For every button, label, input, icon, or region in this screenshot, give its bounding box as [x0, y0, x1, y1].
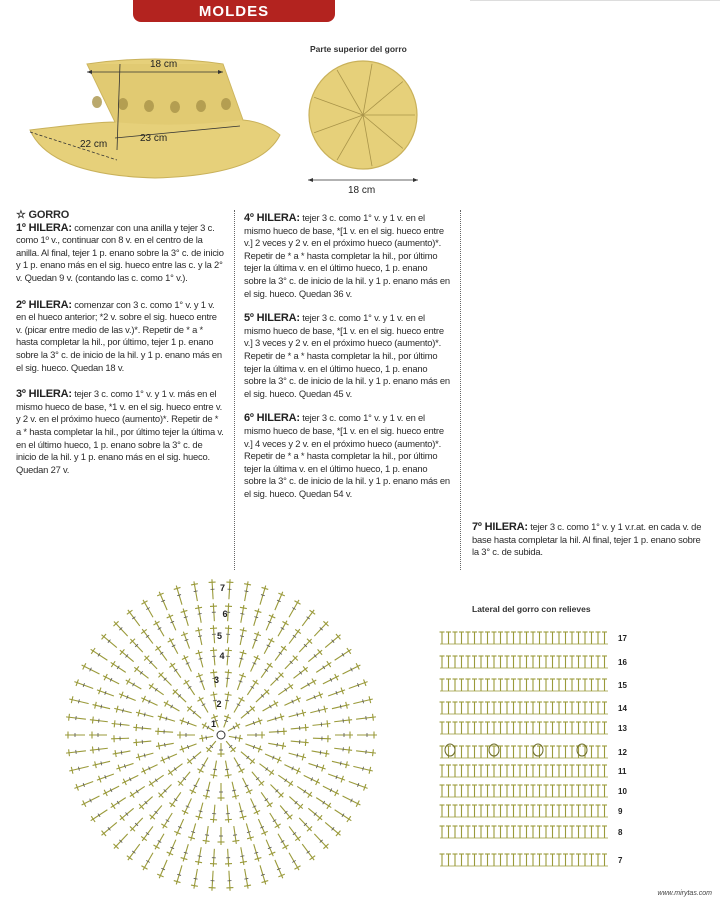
stitch-mark	[127, 610, 133, 614]
stitch-mark	[135, 666, 139, 672]
stitch-mark	[267, 663, 273, 667]
stitch-mark	[239, 735, 240, 742]
stitch-mark	[184, 852, 188, 853]
stitch-mark	[155, 646, 161, 650]
stitch-mark	[144, 754, 145, 758]
stitch-mark	[319, 709, 320, 713]
stitch-mark	[114, 720, 115, 727]
stitch-mark	[240, 630, 247, 631]
stitch-mark	[202, 735, 203, 742]
stitch-mark	[191, 584, 198, 585]
stitch-mark	[195, 861, 202, 862]
hat-side-diagram	[25, 50, 285, 190]
stitch-mark	[346, 702, 348, 709]
stitch-mark	[261, 595, 265, 596]
row-1-instructions: 1º HILERA: comenzar con una anilla y tejer 3 c. como 1º v., continuar con 8 v. en el centro de la anilla. Al final, tejer 1 p. enano sobre la 3° c. de inicio y 1 p. enano más en el sig. hueco entre las c. y la 2° v. Quedan 9 v. (contando las c. como 1° v.).	[16, 221, 224, 283]
stitch-mark	[289, 781, 293, 787]
stitch-mark	[158, 742, 159, 749]
stitch-mark	[95, 702, 97, 709]
stitch-mark	[127, 678, 131, 684]
stitch-mark	[195, 607, 202, 608]
stitch-mark	[225, 775, 232, 776]
stitch-mark	[78, 699, 79, 703]
stitch-mark	[305, 724, 306, 731]
stitch-mark	[346, 761, 348, 768]
stitch-mark	[177, 874, 181, 875]
stitch-mark	[308, 792, 312, 798]
stitch-mark	[261, 874, 265, 875]
column-divider-1	[234, 210, 235, 570]
stitch-mark	[194, 878, 198, 879]
hat-dim-top: 18 cm	[150, 59, 178, 70]
stitch-mark	[282, 622, 288, 626]
stitch-mark	[254, 852, 258, 853]
stitch-mark	[294, 601, 300, 605]
side-row-number: 12	[618, 748, 627, 757]
stitch-mark	[282, 742, 283, 749]
stitch-mark	[267, 803, 273, 807]
stitch-mark	[238, 769, 244, 773]
title-banner	[133, 0, 335, 22]
stitch-mark	[136, 739, 137, 746]
row-3-instructions: 3º HILERA: tejer 3 c. como 1° v. y 1 v. más en el mismo hueco de base, *1 v. en el sig. hueco entre v. y 2 v. en el próximo hueco (aumento)*. Repetir de * a * hasta completar la hil., por último tejer la última v. en el último hueco, 1 p. enano sobre la 3° c. de inicio de la hil. y 1 p. enano más en el sig. hueco. Quedan 27 v.	[16, 388, 224, 475]
stitch-mark	[297, 713, 298, 717]
side-row-number: 16	[618, 658, 627, 667]
crown-top-diagram	[296, 40, 432, 200]
stitch-mark	[183, 680, 189, 684]
crown-title: Parte superior del gorro	[310, 44, 407, 54]
stitch-mark	[101, 705, 102, 709]
row-number-label: 4	[219, 651, 225, 661]
stitch-mark	[247, 832, 251, 833]
stitch-mark	[327, 720, 328, 727]
stitch-mark	[347, 816, 351, 822]
top-rule	[470, 0, 720, 1]
row-number-label: 7	[220, 583, 226, 593]
stitch-mark	[141, 601, 147, 605]
stitch-mark	[177, 595, 181, 596]
stitch-mark	[213, 769, 217, 770]
stitch-mark	[232, 790, 236, 791]
stitch-mark	[153, 622, 159, 626]
stitch-mark	[198, 856, 202, 857]
stitch-mark	[166, 717, 167, 721]
stitch-mark	[69, 714, 70, 721]
row-7-instructions: 7º HILERA: tejer 3 c. como 1° v. y 1 v.r.at. en cada v. de base hasta completar la hil. Al final, tejer 1 p. enano sobre la 3° c. de subida.	[472, 521, 702, 558]
hat-dim-brim: 22 cm	[80, 139, 108, 150]
section-heading: ☆ GORRO	[16, 209, 70, 221]
stitch-mark	[225, 769, 229, 770]
stitch-mark	[244, 885, 251, 886]
stitch-mark	[203, 795, 210, 797]
stitch-mark	[244, 584, 251, 585]
stitch-mark	[168, 770, 172, 776]
stitch-mark	[184, 617, 188, 618]
column-divider-2	[460, 210, 461, 570]
stitch-mark	[71, 696, 73, 703]
stitch-mark	[240, 861, 247, 862]
stitch-mark	[281, 646, 287, 650]
stitch-mark	[369, 767, 371, 774]
stitch-mark	[111, 661, 115, 667]
row-number-label: 6	[222, 609, 228, 619]
stitch-mark	[225, 694, 232, 695]
stitch-mark	[238, 698, 244, 702]
stitch-mark	[240, 856, 244, 857]
stitch-mark	[225, 819, 232, 820]
stitch-mark	[91, 648, 95, 654]
stitch-mark	[165, 700, 169, 706]
side-row-number: 11	[618, 767, 627, 776]
hat-dim-middle: 23 cm	[140, 133, 168, 144]
side-row-number: 15	[618, 681, 627, 690]
stitch-mark	[233, 835, 237, 836]
stitch-mark	[373, 714, 374, 721]
side-row-number: 13	[618, 724, 627, 733]
stitch-mark	[210, 775, 217, 776]
stitch-mark	[295, 836, 301, 840]
stitch-mark	[254, 617, 258, 618]
stitch-mark	[149, 683, 153, 689]
stitch-mark	[92, 717, 93, 724]
stitch-mark	[244, 591, 248, 592]
stitch-mark	[240, 658, 244, 659]
stitch-mark	[297, 754, 298, 758]
stitch-mark	[320, 751, 321, 755]
instructions-col-2	[244, 212, 452, 500]
crown-dim: 18 cm	[348, 185, 376, 196]
stitch-mark	[310, 610, 316, 614]
stitch-mark	[240, 811, 244, 812]
stitch-mark	[269, 770, 273, 776]
stitch-mark	[327, 803, 331, 809]
stitch-mark	[295, 629, 301, 633]
stitch-mark	[275, 717, 276, 721]
side-row-number: 7	[618, 856, 623, 865]
stitch-mark	[191, 832, 195, 833]
stitch-mark	[235, 736, 236, 740]
row-number-label: 1	[211, 719, 217, 729]
stitch-mark	[197, 769, 203, 773]
stitch-mark	[225, 672, 232, 673]
stitch-mark	[327, 661, 331, 667]
stitch-mark	[136, 724, 137, 731]
stitch-mark	[340, 705, 341, 709]
stitch-mark	[244, 878, 248, 879]
stitch-mark	[199, 811, 203, 812]
stitch-mark	[141, 866, 147, 870]
stitch-mark	[369, 696, 371, 703]
side-row-number: 10	[618, 787, 627, 796]
stitch-mark	[206, 790, 210, 791]
stitch-mark	[210, 694, 217, 695]
stitch-mark	[191, 885, 198, 886]
stitch-mark	[225, 700, 229, 701]
stitch-mark	[203, 722, 207, 728]
stitch-mark	[95, 761, 97, 768]
stitch-mark	[289, 683, 293, 689]
stitch-mark	[197, 698, 203, 702]
stitch-mark	[225, 650, 232, 651]
stitch-mark	[69, 749, 70, 756]
stitch-mark	[153, 845, 159, 849]
watermark: www.mirytas.com	[657, 890, 712, 897]
stitch-mark	[340, 761, 341, 765]
stitch-mark	[141, 629, 147, 633]
stitch-mark	[123, 709, 124, 713]
stitch-mark	[232, 795, 239, 797]
stitch-mark	[206, 736, 207, 740]
side-chart-title: Lateral del gorro con relieves	[472, 604, 591, 614]
stitch-mark	[115, 750, 116, 757]
row-number-label: 3	[214, 675, 220, 685]
instructions-col-3	[472, 521, 704, 559]
stitch-mark	[195, 630, 202, 631]
side-stitch-chart	[438, 620, 638, 870]
row-number-label: 2	[216, 699, 222, 709]
stitch-mark	[349, 746, 350, 753]
stitch-mark	[210, 650, 217, 651]
stitch-mark	[205, 835, 209, 836]
stitch-mark	[210, 672, 217, 673]
stitch-mark	[373, 749, 374, 756]
stitch-mark	[130, 792, 134, 798]
side-row-number: 14	[618, 704, 627, 713]
stitch-mark	[91, 816, 95, 822]
stitch-mark	[275, 824, 281, 828]
stitch-mark	[194, 591, 198, 592]
stitch-mark	[240, 614, 244, 615]
stitch-mark	[310, 856, 316, 860]
stitch-mark	[121, 751, 122, 755]
row-6-instructions: 6º HILERA: tejer 3 c. como 1° v. y 1 v. en el mismo hueco de base, *[1 v. en el sig. hueco entre v.] 4 veces y 2 v. en el próximo hueco (aumento)*. Repetir de * a * hasta completar la hil., por último tejer la última v. en el último hueco, 1 p. enano sobre la 3° c. de inicio de la hil. y 1 p. enano más en el sig. hueco. Quedan 54 v.	[244, 412, 450, 499]
stitch-mark	[101, 761, 102, 765]
stitch-mark	[312, 678, 315, 684]
stitch-mark	[198, 614, 202, 615]
stitch-mark	[240, 607, 247, 608]
stitch-mark	[149, 781, 153, 787]
stitch-mark	[253, 680, 259, 684]
stitch-mark	[161, 824, 167, 828]
stitch-mark	[232, 840, 239, 841]
instructions-col-1	[16, 209, 224, 476]
stitch-mark	[240, 636, 244, 637]
stitch-mark	[274, 700, 278, 706]
side-row-number: 8	[618, 828, 623, 837]
stitch-mark	[277, 743, 278, 747]
stitch-mark	[282, 845, 288, 849]
stitch-mark	[127, 856, 133, 860]
stitch-mark	[294, 866, 300, 870]
stitch-mark	[169, 803, 175, 807]
row-2-instructions: 2º HILERA: comenzar con 3 c. como 1° v. y 1 v. en el hueco anterior; *2 v. sobre el sig. hueco entre v. (picar entre medio de las v.)*. Repetir de * a * hasta completar la hil., por último, tejer 1 p. enano sobre la 3° c. de inicio de la hil. y 1 p. enano más en el sig. hueco. Quedan 18 v.	[16, 298, 222, 373]
stitch-mark	[203, 840, 210, 841]
stitch-mark	[347, 648, 351, 654]
stitch-mark	[305, 739, 306, 746]
stitch-mark	[303, 666, 307, 672]
stitch-mark	[199, 658, 203, 659]
stitch-mark	[92, 746, 93, 753]
stitch-mark	[144, 713, 145, 717]
stitch-mark	[210, 819, 217, 820]
stitch-mark	[363, 767, 364, 771]
stitch-mark	[326, 750, 327, 757]
stitch-mark	[78, 767, 79, 771]
stitch-mark	[198, 636, 202, 637]
stitch-mark	[165, 743, 166, 747]
side-row-number: 17	[618, 634, 627, 643]
round-stitch-chart	[58, 572, 388, 894]
stitch-mark	[349, 717, 350, 724]
stitch-mark	[363, 699, 364, 703]
row-number-label: 5	[217, 631, 223, 641]
row-4-instructions: 4º HILERA: tejer 3 c. como 1° v. y 1 v. en el mismo hueco de base, *[1 v. en el sig. hueco entre v.] 2 veces y 2 v. en el próximo hueco (aumento)*. Repetir de * a * hasta completar la hil., por último tejer la última v. en el último hueco, 1 p. enano sobre la 3° c. de inicio de la hil. y 1 p. enano más en el sig. hueco. Quedan 36 v.	[244, 212, 450, 299]
stitch-mark	[236, 722, 240, 728]
stitch-mark	[169, 663, 175, 667]
stitch-mark	[141, 836, 147, 840]
page-title: MOLDES	[198, 2, 270, 20]
side-row-number: 9	[618, 807, 623, 816]
row-5-instructions: 5º HILERA: tejer 3 c. como 1° v. y 1 v. en el mismo hueco de base, *[1 v. en el sig. hueco entre v.] 3 veces y 2 v. en el próximo hueco (aumento)*. Repetir de * a * hasta completar la hil., por último tejer la última v. en el último hueco, 1 p. enano sobre la 3° c. de inicio de la hil. y 1 p. enano más en el sig. hueco. Quedan 45 v.	[244, 312, 450, 399]
stitch-mark	[71, 767, 73, 774]
stitch-mark	[111, 803, 115, 809]
